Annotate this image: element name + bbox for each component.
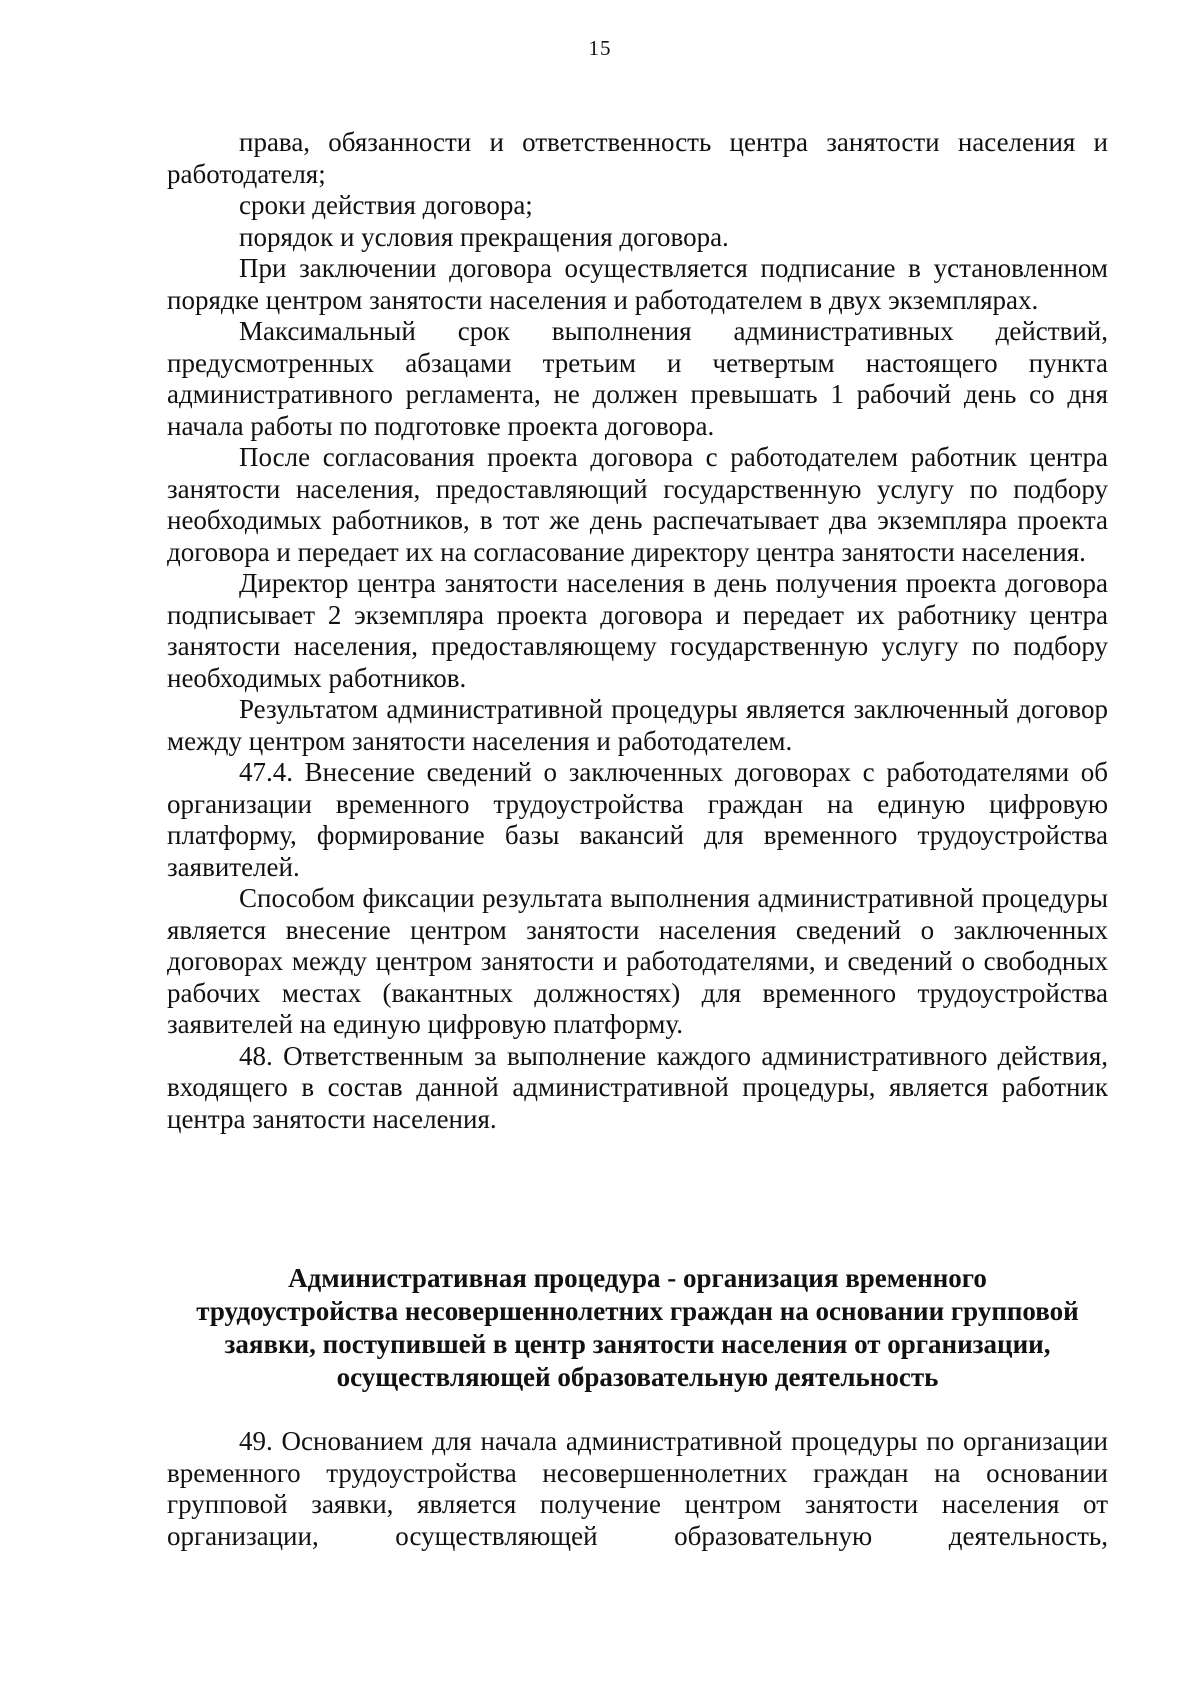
paragraph: Директор центра занятости населения в день получения проекта договора подписывает 2 экземпляра проекта договора и передает их работнику центра занятости населения, предоставляющему государственную услугу по подбору необходимых работников.: [167, 568, 1108, 693]
paragraph: 49. Основанием для начала административной процедуры по организации временного трудоустройства несовершеннолетних граждан на основании групповой заявки, является получение центром занятости населения от организации, осуществляющей образовательную деятельность,: [167, 1426, 1108, 1551]
paragraph: Максимальный срок выполнения административных действий, предусмотренных абзацами третьим и четвертым настоящего пункта административного регламента, не должен превышать 1 рабочий день со дня начала работы по подготовке проекта договора.: [167, 316, 1108, 441]
paragraph: Результатом административной процедуры является заключенный договор между центром занятости населения и работодателем.: [167, 694, 1108, 756]
paragraph: права, обязанности и ответственность центра занятости населения и работодателя;: [167, 127, 1108, 189]
paragraph: 48. Ответственным за выполнение каждого административного действия, входящего в состав данной административной процедуры, является работник центра занятости населения.: [167, 1040, 1108, 1134]
paragraph: После согласования проекта договора с работодателем работник центра занятости населения, предоставляющий государственную услугу по подбору необходимых работников, в тот же день распечатывает два экземпляра проекта договора и передает их на согласование директору центра занятости населения.: [167, 442, 1108, 567]
body-text-continued: [167, 1426, 1108, 1552]
paragraph: порядок и условия прекращения договора.: [239, 221, 729, 252]
heading-line: Административная процедура - организация временного: [288, 1263, 987, 1293]
paragraph: При заключении договора осуществляется подписание в установленном порядке центром занятости населения и работодателем в двух экземплярах.: [167, 253, 1108, 315]
paragraph: 47.4. Внесение сведений о заключенных договорах с работодателями об организации временного трудоустройства граждан на единую цифровую платформу, формирование базы вакансий для временного трудоустройства заявителей.: [167, 757, 1108, 882]
heading-line: заявки, поступившей в центр занятости населения от организации,: [224, 1329, 1051, 1359]
heading-line: осуществляющей образовательную деятельность: [336, 1362, 939, 1392]
body-text: [167, 127, 1108, 1135]
paragraph: Способом фиксации результата выполнения административной процедуры является внесение центром занятости населения сведений о заключенных договорах между центром занятости и работодателями, и сведений о свободных рабочих местах (вакантных должностях) для временного трудоустройства заявителей на единую цифровую платформу.: [167, 883, 1108, 1039]
heading-line: трудоустройства несовершеннолетних граждан на основании групповой: [196, 1296, 1079, 1326]
page-number: 15: [588, 36, 612, 60]
section-heading: [160, 1262, 1115, 1394]
paragraph: сроки действия договора;: [239, 190, 533, 220]
